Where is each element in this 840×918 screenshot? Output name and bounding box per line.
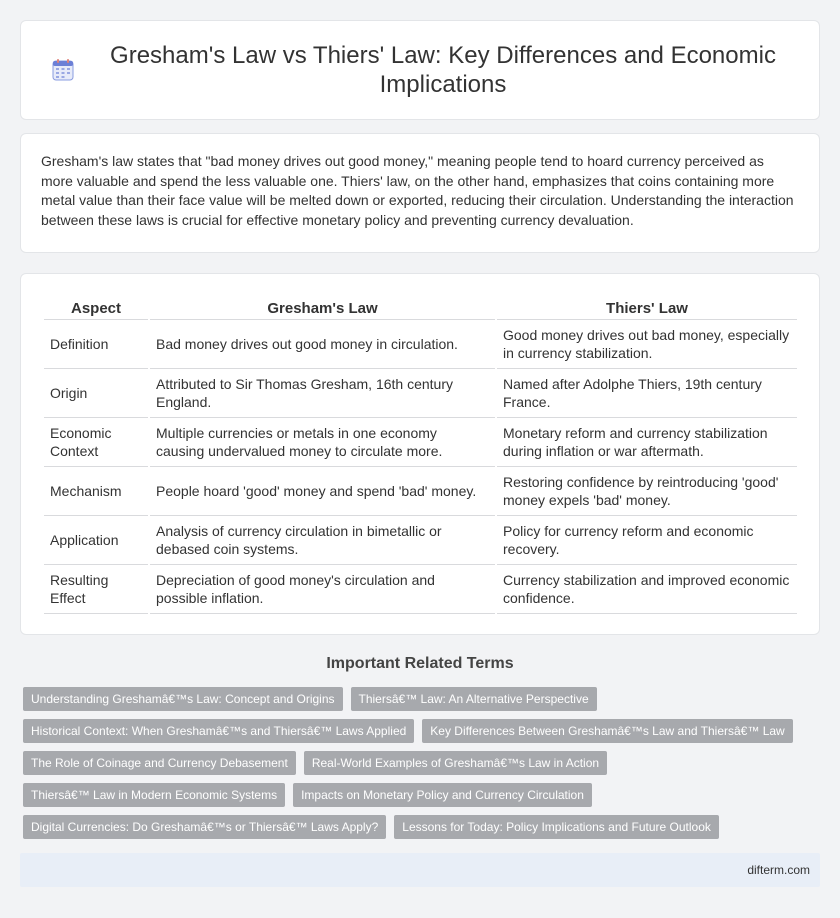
page-title: Gresham's Law vs Thiers' Law: Key Differences and Economic Implications <box>110 42 776 98</box>
row-thiers-law: Good money drives out bad money, especially in currency stabilization. <box>497 320 797 369</box>
row-aspect: Definition <box>44 320 148 369</box>
header-greshams-law: Gresham's Law <box>150 296 495 320</box>
footer-site-name[interactable]: difterm.com <box>747 863 810 877</box>
row-thiers-law: Currency stabilization and improved economic confidence. <box>497 565 797 614</box>
comparison-table <box>42 296 799 614</box>
header-aspect: Aspect <box>44 296 148 320</box>
row-greshams-law: Multiple currencies or metals in one economy causing undervalued money to circulate more. <box>150 418 495 467</box>
row-aspect: Resulting Effect <box>44 565 148 614</box>
related-term-link[interactable]: Thiersâ€™ Law in Modern Economic Systems <box>23 783 285 807</box>
related-terms-list <box>23 687 823 847</box>
table-row <box>44 369 797 418</box>
row-greshams-law: People hoard 'good' money and spend 'bad' money. <box>150 467 495 516</box>
table-row <box>44 467 797 516</box>
row-aspect: Origin <box>44 369 148 418</box>
intro-text: Gresham's law states that "bad money drives out good money," meaning people tend to hoard currency perceived as more valuable and spend the less valuable one. Thiers' law, on the other hand, emphasizes that coins containing more metal value than their face value will be melted down or exported, reducing their circulation. Understanding the interaction between these laws is crucial for effective monetary policy and preventing currency devaluation. <box>41 153 794 228</box>
related-term-link[interactable]: The Role of Coinage and Currency Debasement <box>23 751 296 775</box>
row-aspect: Mechanism <box>44 467 148 516</box>
row-greshams-law: Bad money drives out good money in circulation. <box>150 320 495 369</box>
table-header-row <box>44 296 797 320</box>
table-row <box>44 418 797 467</box>
row-thiers-law: Monetary reform and currency stabilization during inflation or war aftermath. <box>497 418 797 467</box>
row-greshams-law: Attributed to Sir Thomas Gresham, 16th century England. <box>150 369 495 418</box>
row-aspect: Economic Context <box>44 418 148 467</box>
related-term-link[interactable]: Real-World Examples of Greshamâ€™s Law in Action <box>304 751 607 775</box>
related-term-link[interactable]: Impacts on Monetary Policy and Currency Circulation <box>293 783 592 807</box>
comparison-card <box>20 273 820 635</box>
row-greshams-law: Analysis of currency circulation in bimetallic or debased coin systems. <box>150 516 495 565</box>
row-thiers-law: Restoring confidence by reintroducing 'good' money expels 'bad' money. <box>497 467 797 516</box>
intro-card <box>20 133 820 253</box>
table-row <box>44 565 797 614</box>
related-term-link[interactable]: Key Differences Between Greshamâ€™s Law and Thiersâ€™ Law <box>422 719 792 743</box>
header-card <box>20 20 820 120</box>
table-row <box>44 320 797 369</box>
related-term-link[interactable]: Lessons for Today: Policy Implications and Future Outlook <box>394 815 719 839</box>
header-thiers-law: Thiers' Law <box>497 296 797 320</box>
table-row <box>44 516 797 565</box>
row-aspect: Application <box>44 516 148 565</box>
related-term-link[interactable]: Digital Currencies: Do Greshamâ€™s or Thiersâ€™ Laws Apply? <box>23 815 386 839</box>
row-thiers-law: Named after Adolphe Thiers, 19th century France. <box>497 369 797 418</box>
row-thiers-law: Policy for currency reform and economic recovery. <box>497 516 797 565</box>
footer <box>20 853 820 887</box>
row-greshams-law: Depreciation of good money's circulation and possible inflation. <box>150 565 495 614</box>
related-terms-heading: Important Related Terms <box>326 655 514 672</box>
calendar-icon <box>51 58 75 82</box>
related-term-link[interactable]: Understanding Greshamâ€™s Law: Concept and Origins <box>23 687 343 711</box>
related-term-link[interactable]: Historical Context: When Greshamâ€™s and Thiersâ€™ Laws Applied <box>23 719 414 743</box>
related-term-link[interactable]: Thiersâ€™ Law: An Alternative Perspective <box>351 687 597 711</box>
